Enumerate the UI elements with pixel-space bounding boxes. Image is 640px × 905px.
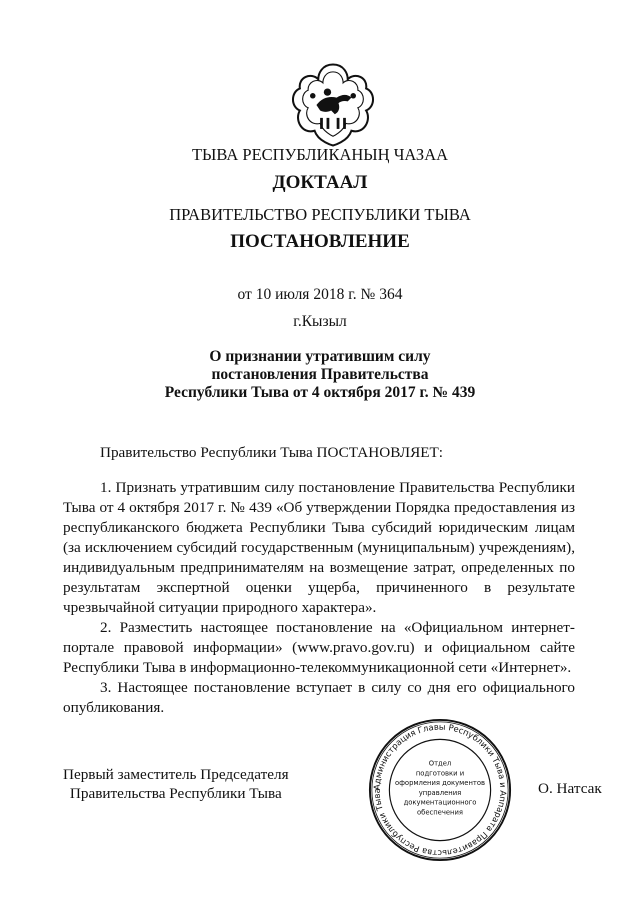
signatory-name: О. Натсак	[538, 780, 602, 797]
title-line-3: Республики Тыва от 4 октября 2017 г. № 439	[164, 384, 476, 401]
header-russian-line: ПРАВИТЕЛЬСТВО РЕСПУБЛИКИ ТЫВА	[169, 205, 471, 224]
header-tuva-doc-type: ДОКТААЛ	[272, 172, 368, 193]
document-title	[0, 348, 640, 402]
official-seal	[367, 717, 513, 863]
tuva-emblem-icon	[287, 59, 379, 151]
seal-line-3: оформления документов	[394, 779, 486, 788]
seal-line-2: подготовки и	[415, 769, 465, 778]
header-russian-doc-type: ПОСТАНОВЛЕНИЕ	[230, 231, 410, 252]
signatory-position	[63, 765, 289, 803]
seal-line-5: документационного	[403, 798, 477, 807]
seal-line-4: управления	[418, 788, 462, 797]
document-body	[63, 478, 575, 718]
signatory-position-line-1: Первый заместитель Председателя	[63, 766, 289, 783]
date-number: от 10 июля 2018 г. № 364	[237, 286, 403, 303]
paragraph-3: 3. Настоящее постановление вступает в силу со дня его официального опубликования.	[63, 679, 575, 716]
title-line-2: постановления Правительства	[211, 366, 429, 383]
city: г.Кызыл	[293, 313, 347, 330]
paragraph-1: 1. Признать утратившим силу постановление Правительства Республики Тыва от 4 октября 2017 г. № 439 «Об утверждении Порядка предоставления из республиканского бюджета Республики Тыва субсидий юридическим лицам (за исключением субсидий государственным (муниципальным) учреждениям), индивидуальным предпринимателям на возмещение затрат, определенных по результатам экспертной оценки ущерба, причиненного в результате чрезвычайной ситуации природного характера».	[63, 479, 575, 616]
paragraph-2: 2. Разместить настоящее постановление на «Официальном интернет-портале правовой информации» (www.pravo.gov.ru) и официальном сайте Республики Тыва в информационно-телекоммуникационной сети «Интернет».	[63, 619, 575, 676]
title-line-1: О признании утратившим силу	[209, 348, 431, 365]
signatory-position-line-2: Правительства Республики Тыва	[69, 785, 282, 802]
seal-outer-text: Администрация Главы Республики Тыва и Аппарата Правительства Республики Тыва	[371, 721, 509, 859]
preamble: Правительство Республики Тыва ПОСТАНОВЛЯЕТ:	[100, 444, 443, 461]
header-tuva-line: ТЫВА РЕСПУБЛИКАНЫҢ ЧАЗАА	[191, 145, 449, 164]
seal-line-6: обеспечения	[416, 808, 464, 817]
seal-line-1: Отдел	[428, 759, 452, 768]
